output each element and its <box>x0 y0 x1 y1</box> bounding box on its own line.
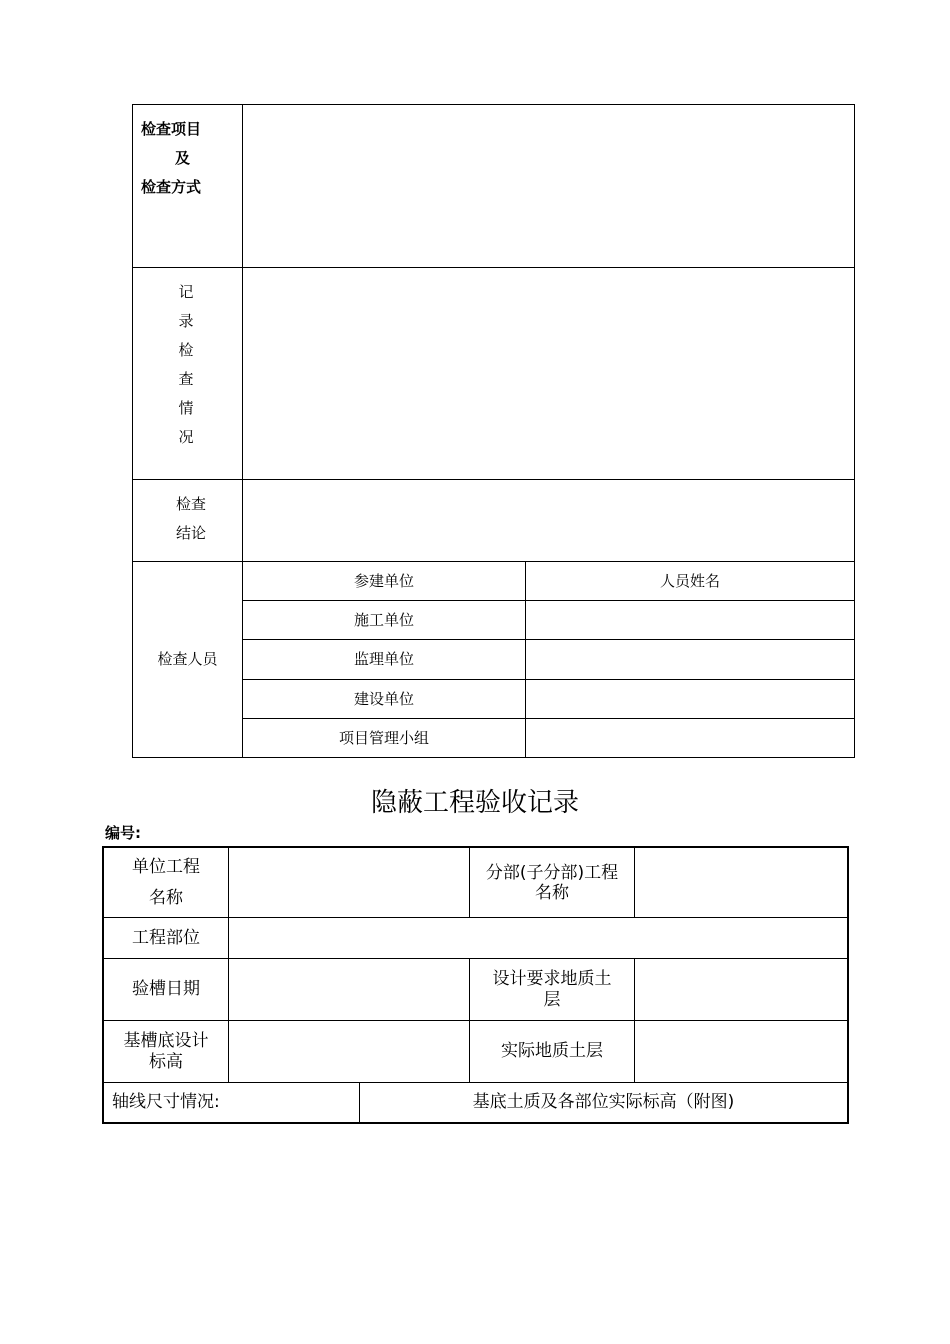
personnel-label: 检查人员 <box>157 650 218 668</box>
design-soil-label: 设计要求地质土 层 <box>492 968 612 1010</box>
subproject-name-label: 分部(子分部)工程 名称 <box>485 862 619 903</box>
project-location-label: 工程部位 <box>132 927 200 948</box>
conclusion-label: 检查 结论 <box>176 495 207 542</box>
check-items-field[interactable] <box>243 105 854 267</box>
record-field[interactable] <box>243 268 854 479</box>
design-soil-field[interactable] <box>635 959 847 1020</box>
name-field-owner[interactable] <box>526 680 854 718</box>
design-elevation-label: 基槽底设计 标高 <box>123 1030 209 1072</box>
axis-dimension-label: 轴线尺寸情况: <box>112 1092 220 1112</box>
design-elevation-field[interactable] <box>229 1021 469 1082</box>
col-unit-header: 参建单位 <box>353 571 414 590</box>
serial-number-label: 编号: <box>105 824 141 842</box>
inspection-date-field[interactable] <box>229 959 469 1020</box>
unit-supervision: 监理单位 <box>353 650 414 668</box>
actual-soil-label: 实际地质土层 <box>501 1041 603 1061</box>
base-soil-label: 基底土质及各部位实际标高（附图) <box>472 1092 735 1112</box>
inspection-date-label: 验槽日期 <box>132 979 200 999</box>
conclusion-field[interactable] <box>243 480 854 561</box>
record-label: 记 录 检 查 情 况 <box>178 283 194 446</box>
subproject-name-field[interactable] <box>635 848 847 917</box>
name-field-construction[interactable] <box>526 601 854 639</box>
unit-project-management: 项目管理小组 <box>338 728 429 747</box>
unit-construction: 施工单位 <box>353 610 414 629</box>
col-name-header: 人员姓名 <box>659 571 720 590</box>
check-items-label: 检查项目 及 检查方式 <box>141 120 202 196</box>
unit-owner: 建设单位 <box>353 689 414 708</box>
form-title: 隐蔽工程验收记录 <box>370 787 579 818</box>
name-field-project-management[interactable] <box>526 719 854 757</box>
project-location-field[interactable] <box>229 918 847 958</box>
name-field-supervision[interactable] <box>526 640 854 679</box>
actual-soil-field[interactable] <box>635 1021 847 1082</box>
unit-project-name-label: 单位工程 名称 <box>132 856 200 908</box>
unit-project-name-field[interactable] <box>229 848 469 917</box>
